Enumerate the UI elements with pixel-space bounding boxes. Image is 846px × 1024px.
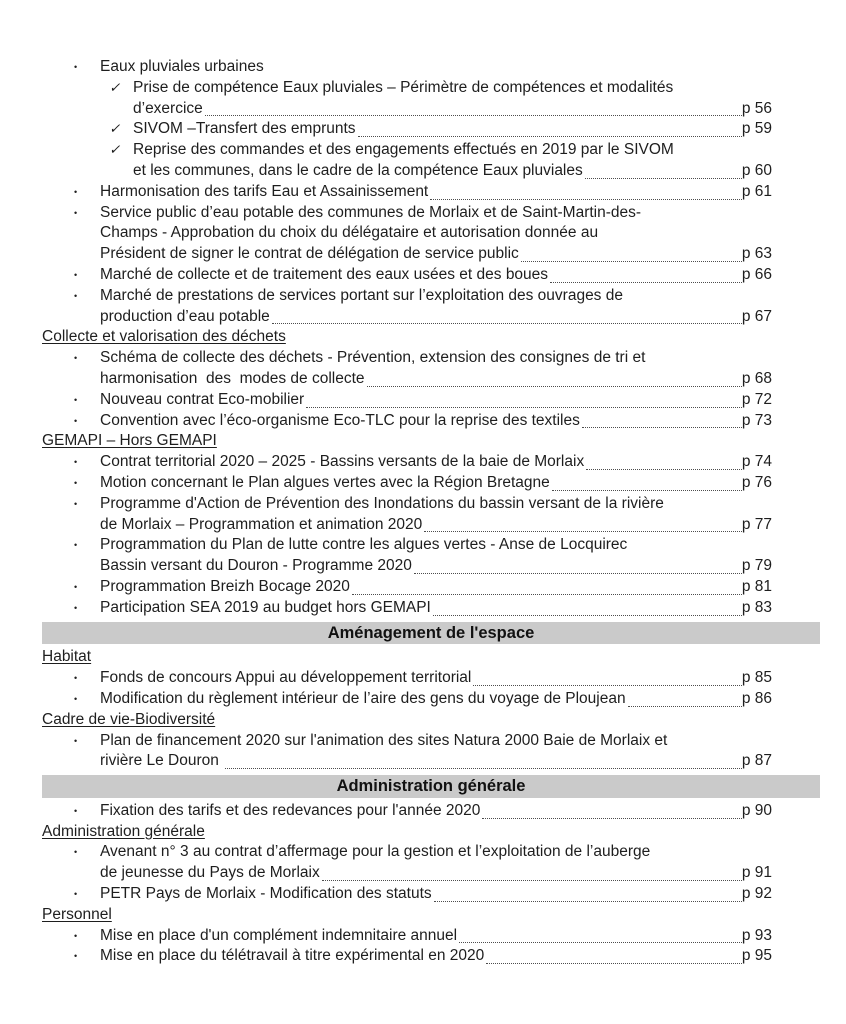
entry-last-line [100, 926, 772, 947]
entry-text: Harmonisation des tarifs Eau et Assainissement [100, 182, 429, 200]
entry-last-line [100, 946, 772, 967]
entry-text: Contrat territorial 2020 – 2025 - Bassins versants de la baie de Morlaix [100, 453, 585, 471]
page-number: p 90 [741, 801, 772, 819]
bullet-icon: • [74, 269, 78, 280]
toc-section [42, 710, 772, 731]
section-heading: Administration générale [42, 822, 205, 840]
entry-text: Programme d'Action de Prévention des Inondations du bassin versant de la rivière [100, 494, 664, 512]
entry-content [100, 182, 772, 203]
section-banner: Aménagement de l'espace [42, 622, 820, 645]
toc-entry [42, 689, 772, 710]
page-number: p 59 [741, 120, 772, 138]
toc-section [42, 647, 772, 668]
entry-content [100, 731, 772, 773]
leader-line [628, 689, 742, 707]
bullet-icon: • [74, 415, 78, 426]
leader-line [358, 119, 742, 137]
toc-entry [42, 265, 772, 286]
page-number: p 93 [741, 926, 772, 944]
entry-content [133, 140, 772, 182]
leader-line [424, 515, 742, 533]
toc-section [42, 327, 772, 348]
page-number: p 68 [741, 369, 772, 387]
check-icon: ✓ [109, 121, 121, 137]
page-number: p 73 [741, 411, 772, 429]
check-icon: ✓ [109, 142, 121, 158]
entry-content [100, 926, 772, 947]
toc-entry [42, 78, 772, 120]
entry-last-line [133, 161, 772, 182]
entry-last-line [100, 577, 772, 598]
entry-text: Modification du règlement intérieur de l’aire des gens du voyage de Ploujean [100, 689, 626, 707]
bullet-icon: • [74, 498, 78, 509]
leader-line [482, 801, 741, 819]
page-number: p 63 [741, 245, 772, 263]
leader-line [414, 556, 742, 574]
entry-last-line [100, 244, 772, 265]
entry-last-line [100, 598, 772, 619]
bullet-icon: • [74, 290, 78, 301]
entry-content [100, 265, 772, 286]
bullet-icon: • [74, 353, 78, 364]
toc-entry [42, 668, 772, 689]
bullet-icon: • [74, 186, 78, 197]
section-heading: GEMAPI – Hors GEMAPI [42, 432, 217, 450]
page-number: p 67 [741, 307, 772, 325]
bullet-icon: • [74, 951, 78, 962]
entry-last-line [100, 57, 772, 78]
toc-entry [42, 494, 772, 536]
toc-section [42, 431, 772, 452]
bullet-icon: • [74, 394, 78, 405]
entry-text: Plan de financement 2020 sur l'animation des sites Natura 2000 Baie de Morlaix et [100, 731, 668, 749]
leader-line [486, 946, 742, 964]
entry-text: Nouveau contrat Eco-mobilier [100, 390, 305, 408]
entry-content [133, 78, 772, 120]
bullet-icon: • [74, 847, 78, 858]
page-number: p 60 [741, 161, 772, 179]
bullet-icon: • [74, 693, 78, 704]
entry-text: Prise de compétence Eaux pluviales – Périmètre de compétences et modalités [133, 78, 674, 96]
entry-last-line [100, 801, 772, 822]
toc-entry [42, 801, 772, 822]
bullet-icon: • [74, 673, 78, 684]
bullet-icon: • [74, 930, 78, 941]
leader-line [521, 244, 742, 262]
entry-content [100, 801, 772, 822]
leader-line [322, 863, 742, 881]
page-number: p 87 [741, 752, 772, 770]
entry-last-line [100, 751, 772, 772]
entry-last-line [100, 411, 772, 432]
entry-content [100, 203, 772, 265]
entry-text: Motion concernant le Plan algues vertes avec la Région Bretagne [100, 473, 550, 491]
entry-text: de Morlaix – Programmation et animation 2020 [100, 515, 423, 533]
entry-content [100, 668, 772, 689]
bullet-icon: • [74, 457, 78, 468]
entry-last-line [133, 119, 772, 140]
toc-entry [42, 473, 772, 494]
entry-last-line [100, 556, 772, 577]
entry-content [100, 286, 772, 328]
entry-text: Eaux pluviales urbaines [100, 58, 264, 75]
entry-text: d’exercice [133, 99, 203, 117]
bullet-icon: • [74, 207, 78, 218]
entry-last-line [100, 473, 772, 494]
leader-line [585, 161, 742, 179]
toc-section [42, 822, 772, 843]
toc-entry [42, 577, 772, 598]
section-heading: Personnel [42, 905, 112, 923]
entry-last-line [100, 369, 772, 390]
bullet-icon: • [74, 477, 78, 488]
entry-last-line [100, 307, 772, 328]
entry-last-line [100, 182, 772, 203]
page-number: p 77 [741, 515, 772, 533]
entry-text: Président de signer le contrat de délégation de service public [100, 245, 519, 263]
section-banner: Administration générale [42, 775, 820, 798]
leader-line [430, 182, 742, 200]
entry-text: Fixation des tarifs et des redevances pour l'année 2020 [100, 801, 481, 819]
entry-text: Programmation du Plan de lutte contre les algues vertes - Anse de Locquirec [100, 536, 628, 554]
page-number: p 91 [741, 864, 772, 882]
entry-text: SIVOM –Transfert des emprunts [133, 120, 356, 138]
leader-line [550, 265, 742, 283]
toc-entry [42, 842, 772, 884]
toc [42, 57, 772, 967]
bullet-icon: • [74, 540, 78, 551]
entry-text: Bassin versant du Douron - Programme 2020 [100, 557, 412, 575]
leader-line [205, 99, 742, 117]
entry-text: Participation SEA 2019 au budget hors GEMAPI [100, 598, 431, 616]
entry-text: Champs - Approbation du choix du délégataire et autorisation donnée au [100, 224, 599, 242]
page-number: p 85 [741, 669, 772, 687]
section-heading: Collecte et valorisation des déchets [42, 328, 286, 346]
bullet-icon: • [74, 805, 78, 816]
entry-content [100, 494, 772, 536]
entry-content [100, 689, 772, 710]
entry-text: Reprise des commandes et des engagements effectués en 2019 par le SIVOM [133, 141, 674, 159]
bullet-icon: • [74, 581, 78, 592]
page-number: p 74 [741, 453, 772, 471]
entry-content [100, 842, 772, 884]
leader-line [306, 390, 742, 408]
leader-line [552, 473, 742, 491]
toc-entry [42, 411, 772, 432]
toc-entry [42, 926, 772, 947]
page-number: p 81 [741, 577, 772, 595]
section-heading: Habitat [42, 648, 92, 666]
bullet-icon: • [74, 735, 78, 746]
page-number: p 79 [741, 557, 772, 575]
entry-text: Convention avec l’éco-organisme Eco-TLC pour la reprise des textiles [100, 411, 580, 429]
entry-last-line [100, 884, 772, 905]
entry-text: harmonisation des modes de collecte [100, 369, 365, 387]
entry-text: et les communes, dans le cadre de la compétence Eaux pluviales [133, 161, 583, 179]
toc-section [42, 905, 772, 926]
entry-content [100, 473, 772, 494]
entry-content [100, 946, 772, 967]
entry-last-line [100, 265, 772, 286]
page-number: p 76 [741, 473, 772, 491]
leader-line [586, 452, 742, 470]
leader-line [225, 751, 742, 769]
entry-content [133, 119, 772, 140]
toc-entry [42, 119, 772, 140]
entry-text: Mise en place du télétravail à titre expérimental en 2020 [100, 947, 485, 965]
entry-text: de jeunesse du Pays de Morlaix [100, 864, 320, 882]
page-number: p 92 [741, 885, 772, 903]
leader-line [367, 369, 742, 387]
entry-content [100, 577, 772, 598]
entry-content [100, 598, 772, 619]
entry-text: Marché de prestations de services portant sur l’exploitation des ouvrages de [100, 286, 623, 304]
toc-entry [42, 286, 772, 328]
toc-entry [42, 731, 772, 773]
entry-last-line [100, 668, 772, 689]
entry-content [100, 411, 772, 432]
section-heading: Cadre de vie-Biodiversité [42, 710, 216, 728]
entry-content [100, 390, 772, 411]
check-icon: ✓ [109, 79, 121, 95]
page-number: p 61 [741, 182, 772, 200]
page-number: p 95 [741, 947, 772, 965]
toc-entry [42, 57, 772, 78]
toc-entry [42, 140, 772, 182]
entry-text: PETR Pays de Morlaix - Modification des statuts [100, 885, 432, 903]
toc-entry [42, 535, 772, 577]
bullet-icon: • [74, 602, 78, 613]
leader-line [434, 884, 742, 902]
entry-text: rivière Le Douron [100, 752, 224, 770]
page-number: p 56 [741, 99, 772, 117]
entry-last-line [100, 452, 772, 473]
entry-text: Marché de collecte et de traitement des eaux usées et des boues [100, 265, 549, 283]
toc-entry [42, 946, 772, 967]
toc-entry [42, 203, 772, 265]
toc-entry [42, 452, 772, 473]
entry-content [100, 57, 772, 78]
toc-entry [42, 598, 772, 619]
entry-text: Programmation Breizh Bocage 2020 [100, 577, 350, 595]
entry-text: Fonds de concours Appui au développement territorial [100, 669, 472, 687]
bullet-icon: • [74, 889, 78, 900]
toc-entry [42, 390, 772, 411]
bullet-icon: • [74, 62, 78, 72]
entry-text: Avenant n° 3 au contrat d’affermage pour la gestion et l’exploitation de l’auberge [100, 843, 651, 861]
entry-text: Mise en place d'un complément indemnitaire annuel [100, 926, 458, 944]
page-number: p 86 [741, 689, 772, 707]
entry-last-line [100, 515, 772, 536]
leader-line [459, 926, 742, 944]
entry-text: production d’eau potable [100, 307, 270, 325]
leader-line [433, 598, 742, 616]
entry-last-line [100, 863, 772, 884]
entry-content [100, 348, 772, 390]
page-number: p 83 [741, 598, 772, 616]
toc-entry [42, 348, 772, 390]
toc-entry [42, 182, 772, 203]
toc-entry [42, 884, 772, 905]
entry-last-line [100, 390, 772, 411]
entry-text: Service public d’eau potable des communes de Morlaix et de Saint-Martin-des- [100, 203, 642, 221]
entry-content [100, 535, 772, 577]
leader-line [352, 577, 742, 595]
page-number: p 66 [741, 265, 772, 283]
leader-line [582, 411, 742, 429]
entry-content [100, 452, 772, 473]
leader-line [272, 307, 742, 325]
page-number: p 72 [741, 390, 772, 408]
entry-last-line [100, 689, 772, 710]
entry-last-line [133, 99, 772, 120]
leader-line [473, 668, 741, 686]
entry-text: Schéma de collecte des déchets - Prévention, extension des consignes de tri et [100, 349, 646, 367]
entry-content [100, 884, 772, 905]
